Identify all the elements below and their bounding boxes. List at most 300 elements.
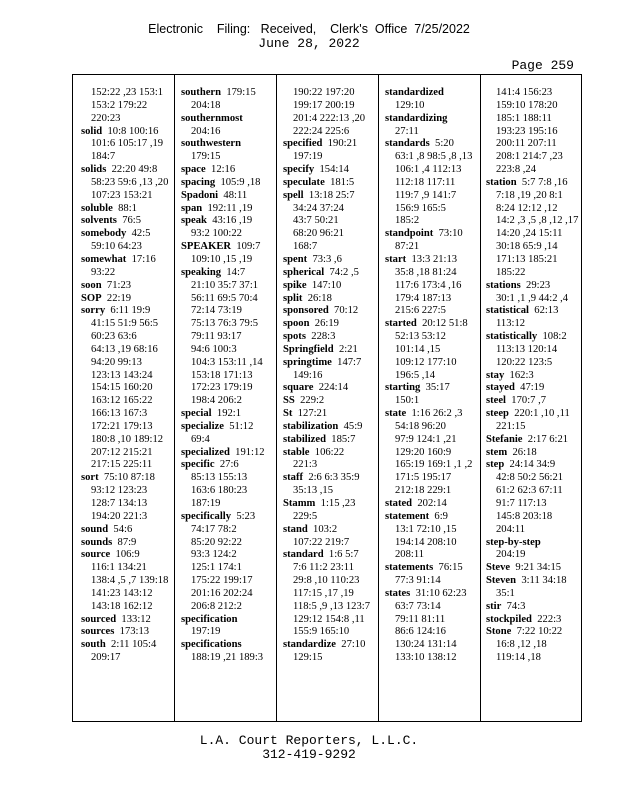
index-entry xyxy=(486,203,578,216)
index-entry xyxy=(181,639,273,652)
page-line-refs: 168:7 xyxy=(293,241,318,253)
page-line-refs: 72:14 73:19 xyxy=(191,305,242,317)
index-term: speaking xyxy=(181,266,222,278)
index-term: statistical xyxy=(486,305,529,317)
index-entry xyxy=(81,652,173,665)
index-entry xyxy=(385,447,477,460)
index-entry xyxy=(283,177,375,190)
index-entry xyxy=(283,203,375,216)
page-line-refs: 212:18 229:1 xyxy=(395,485,452,497)
page-line-refs: 7:6 11:2 23:11 xyxy=(293,562,355,574)
index-entry xyxy=(283,472,375,485)
page-line-refs: 2:11 105:4 xyxy=(111,639,157,651)
index-entry xyxy=(181,549,273,562)
index-entry xyxy=(486,113,578,126)
page-line-refs: 97:9 124:1 ,21 xyxy=(395,433,457,445)
index-term: somebody xyxy=(81,228,127,240)
index-entry xyxy=(81,485,173,498)
page-line-refs: 1:16 26:2 ,3 xyxy=(411,408,463,420)
page-line-refs: 165:19 169:1 ,1 ,2 xyxy=(395,459,473,471)
index-entry xyxy=(486,151,578,164)
index-entry xyxy=(181,472,273,485)
index-term: standards xyxy=(385,138,430,150)
index-term: speak xyxy=(181,215,207,227)
page-line-refs: 141:23 143:12 xyxy=(91,587,153,599)
index-entry xyxy=(81,254,173,267)
page-line-refs: 152:22 ,23 153:1 xyxy=(91,87,164,98)
page-line-refs: 91:7 117:13 xyxy=(496,498,547,509)
index-term: station xyxy=(486,176,517,188)
index-entry xyxy=(81,421,173,434)
page-line-refs: 71:23 xyxy=(106,279,132,291)
column-divider xyxy=(174,75,175,721)
page-line-refs: 27:6 xyxy=(219,459,239,471)
index-entry xyxy=(283,524,375,537)
page-line-refs: 73:10 xyxy=(438,228,463,240)
index-term: statistically xyxy=(486,331,538,343)
index-entry xyxy=(81,344,173,357)
page-line-refs: 74:3 xyxy=(506,600,526,612)
page-line-refs: 1:6 5:7 xyxy=(328,549,359,561)
index-entry xyxy=(181,614,273,627)
page-line-refs: 112:18 117:11 xyxy=(395,176,456,188)
page-line-refs: 43:16 ,19 xyxy=(212,215,253,227)
page-line-refs: 127:21 xyxy=(297,408,328,420)
page-line-refs: 194:20 221:3 xyxy=(91,510,148,522)
page-line-refs: 166:13 167:3 xyxy=(91,408,148,420)
page-line-refs: 42:5 xyxy=(131,228,151,240)
page-line-refs: 180:8 ,10 189:12 xyxy=(91,433,164,445)
page-line-refs: 9:21 34:15 xyxy=(515,562,562,574)
index-entry xyxy=(486,382,578,395)
page-line-refs: 35:8 ,18 81:24 xyxy=(395,266,457,278)
index-entry xyxy=(486,215,578,228)
index-entry xyxy=(283,601,375,614)
page-line-refs: 88:1 xyxy=(118,202,137,214)
page-line-refs: 70:12 xyxy=(334,305,359,317)
index-entry xyxy=(81,215,173,228)
index-entry xyxy=(283,370,375,383)
page-line-refs: 24:14 34:9 xyxy=(509,459,556,471)
index-entry xyxy=(81,203,173,216)
page-line-refs: 154:15 160:20 xyxy=(91,382,153,394)
index-entry xyxy=(486,537,578,550)
index-term: SOP xyxy=(81,292,102,304)
page-line-refs: 113:12 xyxy=(496,318,526,330)
index-term: specific xyxy=(181,459,215,471)
index-entry xyxy=(385,138,477,151)
index-entry xyxy=(385,87,477,100)
index-term: soluble xyxy=(81,202,113,214)
index-term: Steve xyxy=(486,562,511,574)
index-term: standpoint xyxy=(385,228,434,240)
index-entry xyxy=(486,588,578,601)
index-entry xyxy=(486,652,578,665)
index-entry xyxy=(486,370,578,383)
index-term: statement xyxy=(385,510,430,522)
page-line-refs: 41:15 51:9 56:5 xyxy=(91,318,159,330)
index-entry xyxy=(81,382,173,395)
index-entry xyxy=(283,138,375,151)
index-term: stable xyxy=(283,446,310,458)
index-term: spacing xyxy=(181,176,216,188)
index-entry xyxy=(283,588,375,601)
index-term: sounds xyxy=(81,536,113,548)
index-entry xyxy=(385,601,477,614)
page-line-refs: 192:11 ,19 xyxy=(207,202,253,214)
page-line-refs: 143:18 162:12 xyxy=(91,600,153,612)
index-entry xyxy=(385,164,477,177)
page-line-refs: 54:18 96:20 xyxy=(395,420,446,432)
page-line-refs: 26:19 xyxy=(314,318,339,330)
page-line-refs: 101:14 ,15 xyxy=(395,343,441,355)
index-column-3 xyxy=(283,87,375,665)
index-term: spent xyxy=(283,253,308,265)
index-term: sorry xyxy=(81,305,106,317)
page-line-refs: 108:2 xyxy=(542,331,567,343)
index-entry xyxy=(283,549,375,562)
page-line-refs: 221:3 xyxy=(293,459,318,471)
index-entry xyxy=(81,639,173,652)
index-entry xyxy=(81,113,173,126)
index-term: stabilization xyxy=(283,420,339,432)
page-line-refs: 185:22 xyxy=(496,266,526,278)
index-entry xyxy=(486,549,578,562)
index-entry xyxy=(181,382,273,395)
index-entry xyxy=(486,164,578,177)
page-line-refs: 105:9 ,18 xyxy=(220,176,261,188)
index-term: special xyxy=(181,408,212,420)
index-entry xyxy=(181,344,273,357)
page-line-refs: 128:7 134:13 xyxy=(91,498,148,509)
page-line-refs: 129:12 154:8 ,11 xyxy=(293,613,365,625)
reporter-name: L.A. Court Reporters, L.L.C. xyxy=(199,733,419,748)
index-entry xyxy=(81,408,173,421)
index-entry xyxy=(486,344,578,357)
index-entry xyxy=(385,357,477,370)
page-line-refs: 22:20 49:8 xyxy=(111,164,158,176)
index-term: stockpiled xyxy=(486,613,532,625)
index-entry xyxy=(385,434,477,447)
index-entry xyxy=(385,395,477,408)
index-entry xyxy=(181,459,273,472)
index-entry xyxy=(385,318,477,331)
index-entry xyxy=(81,190,173,203)
index-entry xyxy=(181,434,273,447)
index-term: spots xyxy=(283,331,306,343)
index-entry xyxy=(283,293,375,306)
page-line-refs: 7:18 ,19 ,20 8:1 xyxy=(496,189,563,201)
index-entry xyxy=(181,87,273,100)
index-entry xyxy=(486,331,578,344)
hearing-date: June 28, 2022 xyxy=(258,36,360,51)
index-entry xyxy=(385,190,477,203)
index-entry xyxy=(385,485,477,498)
page-line-refs: 87:9 xyxy=(117,536,137,548)
page-line-refs: 217:15 225:11 xyxy=(91,459,153,471)
page-line-refs: 43:7 50:21 xyxy=(293,215,339,227)
index-entry xyxy=(81,601,173,614)
reporter-phone: 312-419-9292 xyxy=(262,747,356,762)
page-line-refs: 94:6 100:3 xyxy=(191,343,237,355)
index-term: start xyxy=(385,253,407,265)
index-entry xyxy=(81,228,173,241)
index-entry xyxy=(181,357,273,370)
index-entry xyxy=(81,357,173,370)
index-entry xyxy=(181,241,273,254)
index-term: square xyxy=(283,382,314,394)
index-entry xyxy=(181,254,273,267)
page-line-refs: 196:5 ,14 xyxy=(395,369,436,381)
index-entry xyxy=(283,228,375,241)
index-term: Stamm xyxy=(283,498,316,509)
page-line-refs: 63:1 ,8 98:5 ,8 ,13 xyxy=(395,151,473,163)
index-entry xyxy=(181,421,273,434)
page-line-refs: 170:7 ,7 xyxy=(511,395,547,407)
index-term: specify xyxy=(283,164,315,176)
index-entry xyxy=(283,639,375,652)
page-line-refs: 8:24 12:12 ,12 xyxy=(496,202,558,214)
index-entry xyxy=(181,537,273,550)
page-line-refs: 163:12 165:22 xyxy=(91,395,153,407)
index-entry xyxy=(385,254,477,267)
page-line-refs: 1:15 ,23 xyxy=(320,498,356,509)
page-line-refs: 204:18 xyxy=(191,99,221,111)
index-entry xyxy=(283,447,375,460)
index-entry xyxy=(283,395,375,408)
page-line-refs: 68:20 96:21 xyxy=(293,228,344,240)
index-entry xyxy=(81,537,173,550)
page-line-refs: 229:2 xyxy=(300,395,325,407)
page-line-refs: 208:1 214:7 ,23 xyxy=(496,151,563,163)
page-line-refs: 109:12 177:10 xyxy=(395,356,457,368)
index-entry xyxy=(283,537,375,550)
page-line-refs: 26:18 xyxy=(512,446,537,458)
page-line-refs: 119:7 ,9 141:7 xyxy=(395,189,457,201)
index-entry xyxy=(81,280,173,293)
index-entry xyxy=(81,241,173,254)
index-entry xyxy=(181,331,273,344)
index-entry xyxy=(181,395,273,408)
index-entry xyxy=(81,459,173,472)
index-term: springtime xyxy=(283,356,332,368)
page-line-refs: 200:11 207:11 xyxy=(496,138,557,150)
page-line-refs: 74:17 78:2 xyxy=(191,523,237,535)
index-entry xyxy=(181,601,273,614)
page-line-refs: 106:22 xyxy=(314,446,345,458)
page-line-refs: 220:1 ,10 ,11 xyxy=(514,408,570,420)
page-line-refs: 30:18 65:9 ,14 xyxy=(496,241,558,253)
index-term: specifications xyxy=(181,639,242,651)
page-line-refs: 14:20 ,24 15:11 xyxy=(496,228,563,240)
index-entry xyxy=(283,575,375,588)
index-entry xyxy=(486,100,578,113)
index-term: stem xyxy=(486,446,508,458)
index-entry xyxy=(486,472,578,485)
page-line-refs: 188:19 ,21 189:3 xyxy=(191,652,264,664)
page-line-refs: 117:15 ,17 ,19 xyxy=(293,587,354,599)
index-term: stabilized xyxy=(283,433,326,445)
column-divider xyxy=(480,75,481,721)
index-term: solids xyxy=(81,164,107,176)
index-entry xyxy=(385,652,477,665)
page-line-refs: 93:2 100:22 xyxy=(191,228,242,240)
index-entry xyxy=(486,126,578,139)
index-entry xyxy=(283,459,375,472)
page-line-refs: 149:16 xyxy=(293,369,323,381)
page-line-refs: 120:22 123:5 xyxy=(496,356,553,368)
index-entry xyxy=(181,100,273,113)
page-line-refs: 75:10 87:18 xyxy=(103,472,155,484)
page-line-refs: 27:11 xyxy=(395,125,419,137)
page-line-refs: 193:23 195:16 xyxy=(496,125,558,137)
index-entry xyxy=(81,626,173,639)
index-entry xyxy=(385,639,477,652)
index-entry xyxy=(486,190,578,203)
page-line-refs: 13:3 21:13 xyxy=(411,253,458,265)
index-entry xyxy=(385,280,477,293)
index-entry xyxy=(283,652,375,665)
index-entry xyxy=(283,126,375,139)
page-line-refs: 125:1 174:1 xyxy=(191,562,242,574)
page-line-refs: 74:2 ,5 xyxy=(329,266,359,278)
page-line-refs: 76:15 xyxy=(438,562,463,574)
page-line-refs: 172:23 179:19 xyxy=(191,382,253,394)
index-entry xyxy=(81,331,173,344)
index-entry xyxy=(283,511,375,524)
index-entry xyxy=(486,408,578,421)
page-line-refs: 179:4 187:13 xyxy=(395,292,452,304)
index-entry xyxy=(486,293,578,306)
index-entry xyxy=(181,215,273,228)
index-column-4 xyxy=(385,87,477,665)
index-term: states xyxy=(385,587,411,599)
index-entry xyxy=(283,318,375,331)
index-entry xyxy=(283,614,375,627)
page-line-refs: 190:21 xyxy=(327,138,358,150)
index-entry xyxy=(81,151,173,164)
index-entry xyxy=(486,318,578,331)
page-line-refs: 198:4 206:2 xyxy=(191,395,242,407)
index-column-5 xyxy=(486,87,578,665)
page-line-refs: 56:11 69:5 70:4 xyxy=(191,292,258,304)
index-column-1 xyxy=(81,87,173,665)
page-line-refs: 21:10 35:7 37:1 xyxy=(191,279,259,291)
index-entry xyxy=(181,588,273,601)
index-entry xyxy=(283,344,375,357)
index-term: standard xyxy=(283,549,324,561)
index-entry xyxy=(385,408,477,421)
index-term: southwestern xyxy=(181,138,242,150)
index-term: step-by-step xyxy=(486,536,541,548)
index-term: stand xyxy=(283,523,308,535)
page-line-refs: 61:2 62:3 67:11 xyxy=(496,485,563,497)
index-entry xyxy=(283,562,375,575)
page-line-refs: 184:7 xyxy=(91,151,116,163)
index-entry xyxy=(385,459,477,472)
index-term: stay xyxy=(486,369,505,381)
index-entry xyxy=(283,100,375,113)
page-line-refs: 206:8 212:2 xyxy=(191,600,242,612)
page-line-refs: 208:11 xyxy=(395,549,425,561)
page-line-refs: 94:20 99:13 xyxy=(91,356,142,368)
index-entry xyxy=(486,434,578,447)
index-entry xyxy=(486,177,578,190)
index-term: Spadoni xyxy=(181,189,219,201)
page-line-refs: 51:12 xyxy=(229,420,254,432)
index-term: specialize xyxy=(181,420,224,432)
page-line-refs: 29:23 xyxy=(526,279,551,291)
index-term: Springfield xyxy=(283,343,334,355)
index-entry xyxy=(283,382,375,395)
index-entry xyxy=(283,331,375,344)
page-line-refs: 185:7 xyxy=(331,433,356,445)
index-entry xyxy=(181,498,273,511)
index-entry xyxy=(181,562,273,575)
index-term: spoon xyxy=(283,318,310,330)
index-term: somewhat xyxy=(81,253,127,265)
column-divider xyxy=(378,75,379,721)
index-entry xyxy=(385,100,477,113)
page-line-refs: 179:15 xyxy=(226,87,256,98)
page-line-refs: 119:14 ,18 xyxy=(496,652,541,664)
page-line-refs: 79:11 93:17 xyxy=(191,331,242,343)
page-line-refs: 2:17 6:21 xyxy=(527,433,569,445)
index-term: stayed xyxy=(486,382,515,394)
index-term: sources xyxy=(81,626,115,638)
index-entry xyxy=(385,228,477,241)
index-entry xyxy=(181,267,273,280)
page-line-refs: 103:2 xyxy=(313,523,338,535)
index-entry xyxy=(486,305,578,318)
index-entry xyxy=(486,395,578,408)
index-entry xyxy=(181,126,273,139)
index-entry xyxy=(81,267,173,280)
index-entry xyxy=(486,524,578,537)
index-entry xyxy=(81,395,173,408)
page-line-refs: 222:24 225:6 xyxy=(293,125,350,137)
page-line-refs: 153:2 179:22 xyxy=(91,99,148,111)
index-entry xyxy=(283,280,375,293)
index-entry xyxy=(181,177,273,190)
page-line-refs: 221:15 xyxy=(496,420,526,432)
index-entry xyxy=(181,626,273,639)
index-entry xyxy=(81,575,173,588)
page-line-refs: 130:24 131:14 xyxy=(395,639,457,651)
page-number: Page 259 xyxy=(511,58,574,73)
index-term: solid xyxy=(81,125,103,137)
page-line-refs: 26:18 xyxy=(307,292,332,304)
page-line-refs: 16:8 ,12 ,18 xyxy=(496,639,547,651)
page-line-refs: 34:24 37:24 xyxy=(293,202,344,214)
index-entry xyxy=(385,537,477,550)
index-term: SS xyxy=(283,395,295,407)
index-term: southernmost xyxy=(181,112,243,124)
page-line-refs: 30:1 ,1 ,9 44:2 ,4 xyxy=(496,292,569,304)
index-entry xyxy=(81,126,173,139)
page-line-refs: 106:1 ,4 112:13 xyxy=(395,164,462,176)
index-entry xyxy=(283,267,375,280)
page-line-refs: 93:22 xyxy=(91,266,116,278)
page-line-refs: 207:12 215:21 xyxy=(91,446,153,458)
index-entry xyxy=(486,241,578,254)
page-line-refs: 173:13 xyxy=(119,626,150,638)
index-entry xyxy=(385,113,477,126)
page-line-refs: 109:7 xyxy=(236,241,261,253)
page-line-refs: 5:7 7:8 ,16 xyxy=(521,176,568,188)
index-entry xyxy=(81,588,173,601)
page-line-refs: 93:12 123:23 xyxy=(91,485,148,497)
